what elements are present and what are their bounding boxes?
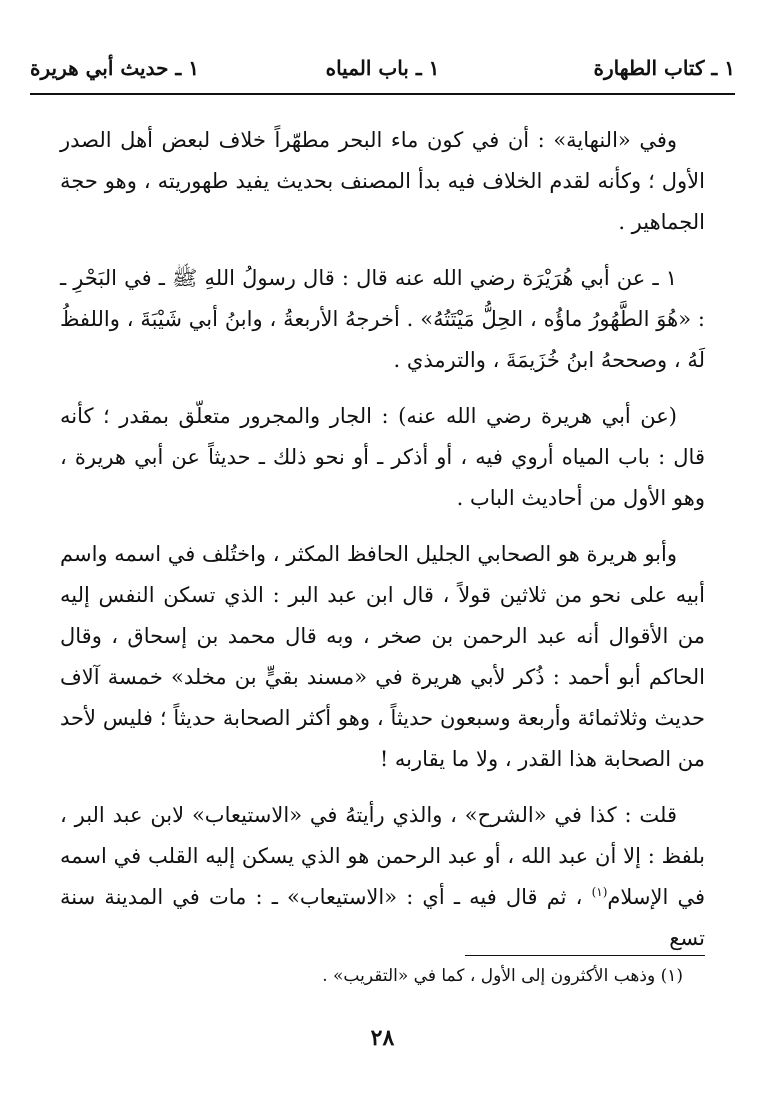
header-book-title: ١ ـ كتاب الطهارة — [593, 56, 735, 80]
paragraph-nihaya: وفي «النهاية» : أن في كون ماء البحر مطهّراً خلاف لبعض أهل الصدر الأول ؛ وكأنه لقدم الخلاف فيه بدأ المصنف بحديث يفيد طهوريته ، وهو حجة الجماهير . — [60, 128, 705, 234]
header-hadith-title: ١ ـ حديث أبي هريرة — [30, 56, 199, 80]
footnote: (١) وذهب الأكثرون إلى الأول ، كما في «التقريب» . — [322, 966, 683, 986]
footnote-rule — [465, 955, 705, 956]
paragraph-commentary-chain: (عن أبي هريرة رضي الله عنه) : الجار والمجرور متعلّق بمقدر ؛ كأنه قال : باب المياه أروي فيه ، أو أذكر ـ أو نحو ذلك ـ حديثاً عن أبي هريرة ، وهو الأول من أحاديث الباب . — [60, 404, 705, 510]
header-chapter-title: ١ ـ باب المياه — [325, 56, 440, 80]
paragraph-istiab-continued: ، ثم قال فيه ـ أي : «الاستيعاب» ـ : مات في المدينة سنة تسع — [60, 885, 705, 950]
running-header — [30, 50, 735, 90]
paragraph-hadith: ١ ـ عن أبي هُرَيْرَة رضي الله عنه قال : قال رسولُ اللهِ ﷺ ـ في البَحْرِ ـ : «هُوَ الطَّهُورُ ماؤُه ، الحِلُّ مَيْتَتُهُ» . أخرجهُ الأربعةُ ، وابنُ أبي شَيْبَةَ ، واللفظُ لَهُ ، وصححهُ ابنُ خُزَيمَةَ ، والترمذي . — [60, 266, 705, 372]
paragraph-abu-hurayra-bio: وأبو هريرة هو الصحابي الجليل الحافظ المكثر ، واختُلف في اسمه واسم أبيه على نحو من ثلاثين قولاً ، قال ابن عبد البر : الذي تسكن النفس إليه من الأقوال أنه عبد الرحمن بن صخر ، وبه قال محمد بن إسحاق ، وقال الحاكم أبو أحمد : ذُكر لأبي هريرة في «مسند بقيٍّ بن مخلد» خمسة آلاف حديث وثلاثمائة وأربعة وسبعون حديثاً ، وهو أكثر الصحابة حديثاً ؛ فليس لأحد من الصحابة هذا القدر ، ولا ما يقاربه ! — [60, 542, 705, 771]
page-number: ٢٨ — [370, 1025, 395, 1051]
paragraph-istiab-text: قلت : كذا في «الشرح» ، والذي رأيتهُ في «الاستيعاب» لابن عبد البر ، بلفظ : إلا أن عبد الله ، أو عبد الرحمن هو الذي يسكن إليه القلب في اسمه في الإسلام — [60, 803, 706, 909]
header-rule — [30, 93, 735, 95]
paragraph-istiab — [60, 795, 705, 959]
main-text — [60, 120, 705, 974]
footnote-reference[interactable]: (١) — [591, 885, 608, 899]
